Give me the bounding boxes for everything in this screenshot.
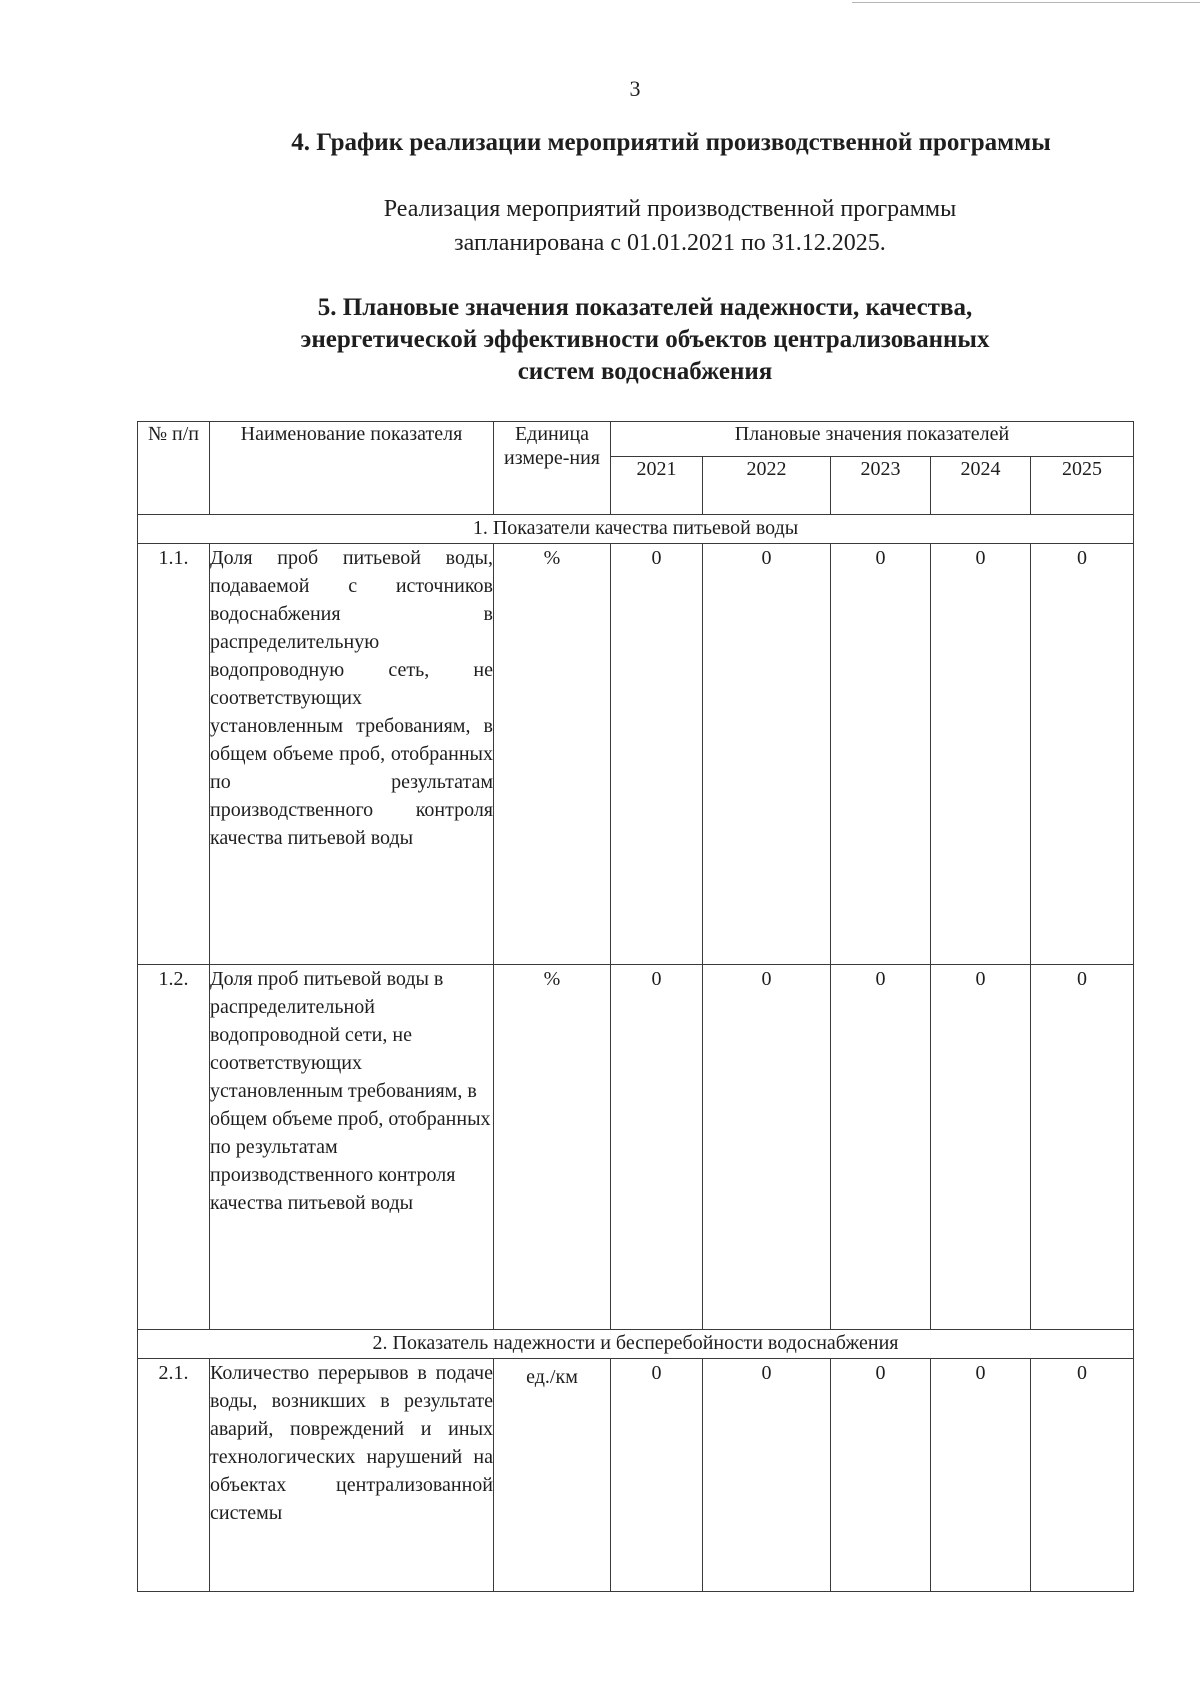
value-2023: 0 (831, 965, 931, 1330)
value-2024: 0 (931, 1359, 1031, 1592)
value-2024: 0 (931, 544, 1031, 965)
header-year-2023: 2023 (831, 457, 931, 515)
section-5-heading-line: 5. Плановые значения показателей надежности, качества, (317, 294, 973, 321)
table-row (138, 965, 1134, 1330)
top-edge-rule (852, 2, 1200, 3)
section-5-heading (230, 292, 1060, 388)
value-2021: 0 (611, 544, 703, 965)
header-year-2024: 2024 (931, 457, 1031, 515)
header-year-2025: 2025 (1031, 457, 1134, 515)
section-title: 2. Показатель надежности и бесперебойности водоснабжения (138, 1330, 1134, 1359)
section-4-text-line: запланирована с 01.01.2021 по 31.12.2025. (454, 230, 886, 256)
header-name: Наименование показателя (210, 422, 494, 515)
value-2023: 0 (831, 1359, 931, 1592)
table-row (138, 1359, 1134, 1592)
value-2025: 0 (1031, 965, 1134, 1330)
page-number: 3 (629, 76, 641, 101)
row-number: 1.2. (138, 965, 210, 1330)
header-year-2021: 2021 (611, 457, 703, 515)
value-2022: 0 (703, 1359, 831, 1592)
section-4-text (300, 192, 1040, 260)
row-number: 2.1. (138, 1359, 210, 1592)
indicator-name: Доля проб питьевой воды, подаваемой с источников водоснабжения в распределительную водопроводную сеть, не соответствующих установленным требованиям, в общем объеме проб, отобранных по результатам производственного контроля качества питьевой воды (210, 544, 494, 965)
header-unit: Единица измере-ния (494, 422, 611, 515)
row-number: 1.1. (138, 544, 210, 965)
header-no: № п/п (138, 422, 210, 515)
section-row (138, 515, 1134, 544)
value-2024: 0 (931, 965, 1031, 1330)
header-year-2022: 2022 (703, 457, 831, 515)
section-5-heading-line: энергетической эффективности объектов централизованных (300, 326, 990, 353)
indicator-unit: ед./км (494, 1359, 611, 1592)
value-2022: 0 (703, 544, 831, 965)
section-5-heading-line: систем водоснабжения (517, 358, 773, 385)
header-planned-values: Плановые значения показателей (611, 422, 1134, 457)
indicators-table (137, 421, 1134, 1592)
value-2021: 0 (611, 1359, 703, 1592)
value-2025: 0 (1031, 544, 1134, 965)
indicator-name: Доля проб питьевой воды в распределительной водопроводной сети, не соответствующих установленным требованиям, в общем объеме проб, отобранных по результатам производственного контроля качества питьевой воды (210, 965, 494, 1330)
value-2022: 0 (703, 965, 831, 1330)
indicator-unit: % (494, 544, 611, 965)
indicator-unit: % (494, 965, 611, 1330)
section-4-heading: 4. График реализации мероприятий производственной программы (291, 129, 1051, 156)
value-2025: 0 (1031, 1359, 1134, 1592)
table-row (138, 544, 1134, 965)
section-4-text-line: Реализация мероприятий производственной программы (383, 196, 957, 222)
section-row (138, 1330, 1134, 1359)
value-2023: 0 (831, 544, 931, 965)
value-2021: 0 (611, 965, 703, 1330)
indicator-name: Количество перерывов в подаче воды, возникших в результате аварий, повреждений и иных технологических нарушений на объектах централизованной системы (210, 1359, 494, 1592)
section-title: 1. Показатели качества питьевой воды (138, 515, 1134, 544)
